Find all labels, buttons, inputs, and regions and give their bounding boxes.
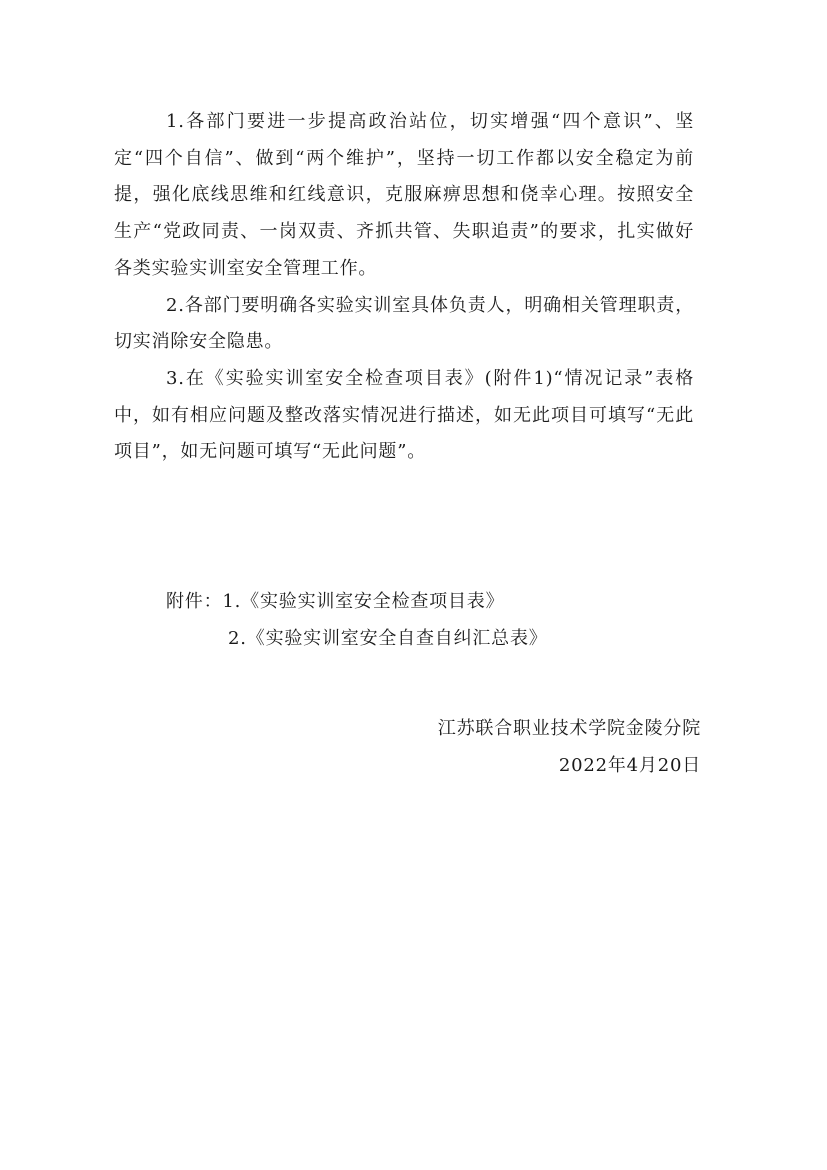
attachments-label: 附件： bbox=[166, 591, 223, 612]
paragraph-3: 3.在《实验实训室安全检查项目表》(附件1)“情况记录”表格中，如有相应问题及整改落实情况进行描述，如无此项目可填写“无此项目”，如无问题可填写“无此问题”。 bbox=[114, 367, 694, 463]
attachment-row-1 bbox=[166, 584, 548, 621]
attachment-item-1: 1.《实验实训室安全检查项目表》 bbox=[222, 591, 505, 612]
attachments-section bbox=[166, 584, 548, 657]
attachment-item-2: 2.《实验实训室安全自查自纠汇总表》 bbox=[228, 627, 548, 649]
attachment-row-2 bbox=[166, 621, 548, 658]
paragraph-1: 1.各部门要进一步提高政治站位，切实增强“四个意识”、坚定“四个自信”、做到“两个维护”，坚持一切工作都以安全稳定为前提，强化底线思维和红线意识，克服麻痹思想和侥幸心理。按照安全生产“党政同责、一岗双责、齐抓共管、失职追责”的要求，扎实做好各类实验实训室安全管理工作。 bbox=[114, 111, 694, 279]
signature-organization: 江苏联合职业技术学院金陵分院 bbox=[437, 718, 701, 739]
signature-block bbox=[438, 711, 701, 784]
body-text bbox=[114, 104, 694, 471]
paragraph-2: 2.各部门要明确各实验实训室具体负责人，明确相关管理职责，切实消除安全隐患。 bbox=[114, 294, 694, 353]
signature-date: 2022年4月20日 bbox=[558, 754, 701, 776]
